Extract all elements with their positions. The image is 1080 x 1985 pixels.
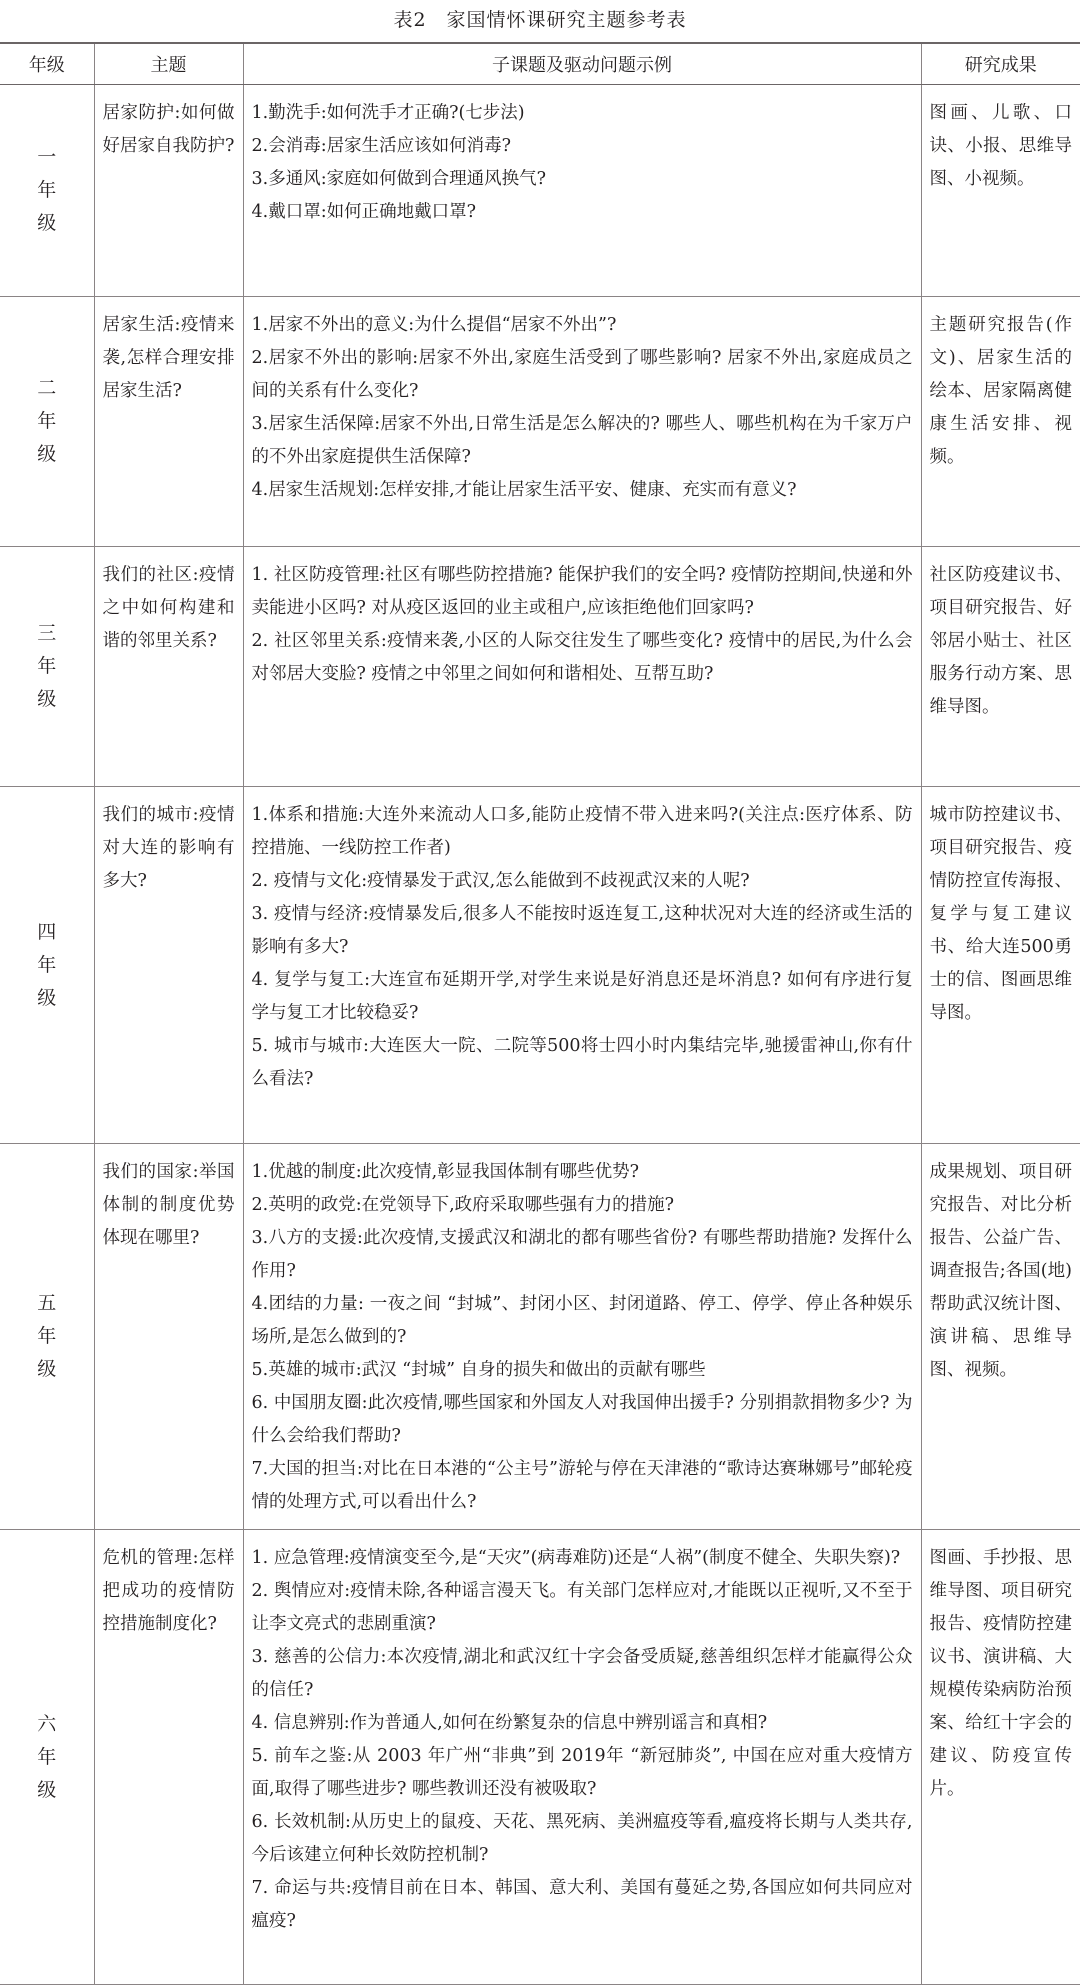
grade-char: 级	[37, 443, 57, 465]
theme-cell: 我们的城市:疫情对大连的影响有多大?	[94, 787, 243, 1144]
subtopic-item: 3. 慈善的公信力:本次疫情,湖北和武汉红十字会备受质疑,慈善组织怎样才能赢得公众的信任?	[251, 1647, 913, 1700]
header-outcomes: 研究成果	[921, 43, 1080, 85]
outcomes-cell: 社区防疫建议书、项目研究报告、好邻居小贴士、社区服务行动方案、思维导图。	[921, 547, 1080, 787]
table-row	[0, 1530, 1080, 1985]
subtopic-item: 2. 舆情应对:疫情未除,各种谣言漫天飞。有关部门怎样应对,才能既以正视听,又不至于让李文亮式的悲剧重演?	[251, 1581, 913, 1634]
subtopic-item: 5. 前车之鉴:从 2003 年广州“非典”到 2019年 “新冠肺炎”, 中国在应对重大疫情方面,取得了哪些进步? 哪些教训还没有被吸取?	[251, 1746, 913, 1799]
grade-cell	[0, 297, 94, 547]
subtopic-item: 3.多通风:家庭如何做到合理通风换气?	[251, 169, 546, 189]
outcomes-cell: 成果规划、项目研究报告、对比分析报告、公益广告、调查报告;各国(地)帮助武汉统计图、演讲稿、思维导图、视频。	[921, 1144, 1080, 1530]
grade-cell	[0, 85, 94, 297]
theme-cell: 我们的社区:疫情之中如何构建和谐的邻里关系?	[94, 547, 243, 787]
theme-cell: 危机的管理:怎样把成功的疫情防控措施制度化?	[94, 1530, 243, 1985]
grade-char: 级	[37, 1778, 57, 1801]
subtopic-item: 4.居家生活规划:怎样安排,才能让居家生活平安、健康、充实而有意义?	[251, 480, 797, 500]
header-subtopics: 子课题及驱动问题示例	[243, 43, 921, 85]
header-grade: 年级	[0, 43, 94, 85]
grade-cell	[0, 787, 94, 1144]
subtopic-item: 7. 命运与共:疫情目前在日本、韩国、意大利、美国有蔓延之势,各国应如何共同应对瘟疫?	[251, 1878, 913, 1931]
grade-char: 四	[37, 920, 57, 943]
subtopic-item: 2.英明的政党:在党领导下,政府采取哪些强有力的措施?	[251, 1195, 675, 1215]
grade-char: 级	[37, 688, 57, 710]
header-row	[0, 43, 1080, 85]
table-row	[0, 85, 1080, 297]
outcomes-cell: 主题研究报告(作文)、居家生活的绘本、居家隔离健康生活安排、视频。	[921, 297, 1080, 547]
subtopic-item: 7.大国的担当:对比在日本港的“公主号”游轮与停在天津港的“歌诗达赛琳娜号”邮轮疫情的处理方式,可以看出什么?	[251, 1459, 913, 1512]
table-row	[0, 547, 1080, 787]
grade-char: 五	[37, 1292, 57, 1314]
subtopic-item: 1.居家不外出的意义:为什么提倡“居家不外出”?	[251, 315, 617, 335]
grade-char: 年	[37, 179, 57, 201]
subtopic-item: 4. 复学与复工:大连宣布延期开学,对学生来说是好消息还是坏消息? 如何有序进行复学与复工才比较稳妥?	[251, 970, 913, 1023]
subtopic-item: 2.会消毒:居家生活应该如何消毒?	[251, 136, 511, 156]
table-row	[0, 1144, 1080, 1530]
subtopic-item: 2.居家不外出的影响:居家不外出,家庭生活受到了哪些影响? 居家不外出,家庭成员之间的关系有什么变化?	[251, 348, 913, 401]
grade-char: 级	[37, 986, 57, 1009]
subtopic-item: 4.戴口罩:如何正确地戴口罩?	[251, 202, 476, 222]
subtopics-cell	[243, 1530, 921, 1985]
grade-char: 年	[37, 953, 57, 976]
grade-char: 级	[37, 1358, 57, 1380]
grade-char: 级	[37, 212, 57, 234]
header-theme: 主题	[94, 43, 243, 85]
grade-char: 年	[37, 1325, 57, 1347]
subtopic-item: 4. 信息辨别:作为普通人,如何在纷繁复杂的信息中辨别谣言和真相?	[251, 1713, 768, 1733]
subtopics-cell	[243, 1144, 921, 1530]
subtopic-item: 5. 城市与城市:大连医大一院、二院等500将士四小时内集结完毕,驰援雷神山,你有什么看法?	[251, 1036, 913, 1089]
subtopic-item: 3. 疫情与经济:疫情暴发后,很多人不能按时返连复工,这种状况对大连的经济或生活的影响有多大?	[251, 904, 913, 957]
grade-char: 二	[37, 377, 57, 399]
subtopic-item: 6. 中国朋友圈:此次疫情,哪些国家和外国友人对我国伸出援手? 分别捐款捐物多少? 为什么会给我们帮助?	[251, 1393, 913, 1446]
subtopic-item: 1. 应急管理:疫情演变至今,是“天灾”(病毒难防)还是“人祸”(制度不健全、失职失察)?	[251, 1548, 901, 1568]
theme-cell: 我们的国家:举国体制的制度优势体现在哪里?	[94, 1144, 243, 1530]
subtopic-item: 1.优越的制度:此次疫情,彰显我国体制有哪些优势?	[251, 1162, 640, 1182]
subtopic-item: 6. 长效机制:从历史上的鼠疫、天花、黑死病、美洲瘟疫等看,瘟疫将长期与人类共存,今后该建立何种长效防控机制?	[251, 1812, 913, 1865]
grade-cell	[0, 1530, 94, 1985]
grade-cell	[0, 1144, 94, 1530]
subtopic-item: 3.八方的支援:此次疫情,支援武汉和湖北的都有哪些省份? 有哪些帮助措施? 发挥什么作用?	[251, 1228, 913, 1281]
table-title: 表2 家国情怀课研究主题参考表	[393, 9, 687, 31]
grade-char: 年	[37, 655, 57, 677]
table-row	[0, 297, 1080, 547]
subtopic-item: 3.居家生活保障:居家不外出,日常生活是怎么解决的? 哪些人、哪些机构在为千家万户的不外出家庭提供生活保障?	[251, 414, 913, 467]
grade-char: 六	[37, 1712, 57, 1735]
outcomes-cell: 图画、手抄报、思维导图、项目研究报告、疫情防控建议书、演讲稿、大规模传染病防治预案、给红十字会的建议、防疫宣传片。	[921, 1530, 1080, 1985]
subtopics-cell	[243, 787, 921, 1144]
subtopic-item: 2. 疫情与文化:疫情暴发于武汉,怎么能做到不歧视武汉来的人呢?	[251, 871, 750, 891]
grade-char: 年	[37, 410, 57, 432]
theme-cell: 居家生活:疫情来袭,怎样合理安排居家生活?	[94, 297, 243, 547]
outcomes-cell: 城市防控建议书、项目研究报告、疫情防控宣传海报、复学与复工建议书、给大连500勇士的信、图画思维导图。	[921, 787, 1080, 1144]
subtopic-item: 5.英雄的城市:武汉 “封城” 自身的损失和做出的贡献有哪些	[251, 1360, 706, 1380]
subtopic-item: 1.体系和措施:大连外来流动人口多,能防止疫情不带入进来吗?(关注点:医疗体系、防控措施、一线防控工作者)	[251, 805, 913, 858]
theme-cell: 居家防护:如何做好居家自我防护?	[94, 85, 243, 297]
outcomes-cell: 图画、儿歌、口诀、小报、思维导图、小视频。	[921, 85, 1080, 297]
table-row	[0, 787, 1080, 1144]
grade-cell	[0, 547, 94, 787]
grade-char: 三	[37, 622, 57, 644]
subtopic-item: 4.团结的力量: 一夜之间 “封城”、封闭小区、封闭道路、停工、停学、停止各种娱乐场所,是怎么做到的?	[251, 1294, 913, 1347]
research-topics-table	[0, 42, 1080, 1985]
subtopics-cell	[243, 547, 921, 787]
subtopic-item: 1.勤洗手:如何洗手才正确?(七步法)	[251, 103, 525, 123]
grade-char: 年	[37, 1745, 57, 1768]
subtopics-cell	[243, 85, 921, 297]
subtopic-item: 1. 社区防疫管理:社区有哪些防控措施? 能保护我们的安全吗? 疫情防控期间,快递和外卖能进小区吗? 对从疫区返回的业主或租户,应该拒绝他们回家吗?	[251, 565, 913, 618]
subtopic-item: 2. 社区邻里关系:疫情来袭,小区的人际交往发生了哪些变化? 疫情中的居民,为什么会对邻居大变脸? 疫情之中邻里之间如何和谐相处、互帮互助?	[251, 631, 913, 684]
subtopics-cell	[243, 297, 921, 547]
grade-char: 一	[37, 146, 57, 168]
